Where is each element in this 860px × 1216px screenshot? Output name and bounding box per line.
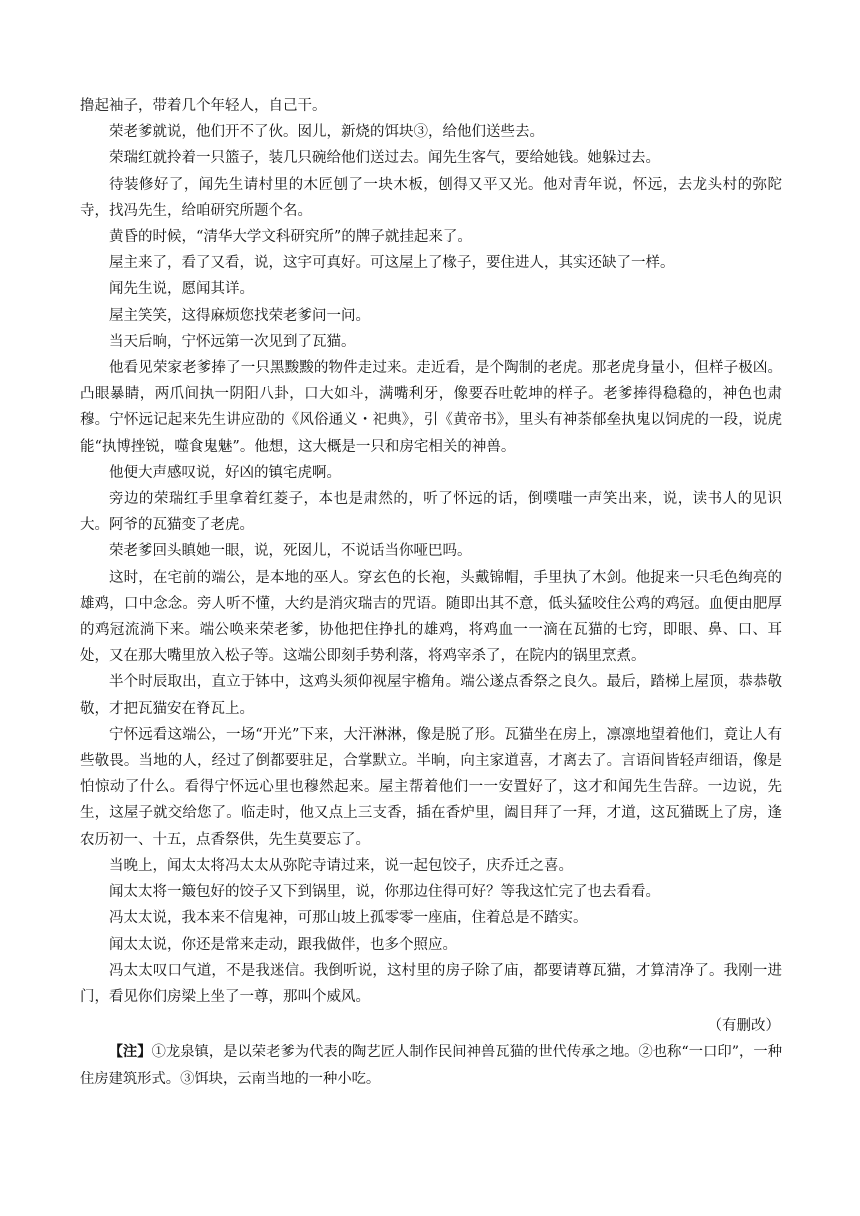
footnote-tag: 【注】 <box>108 1044 152 1061</box>
article-body <box>80 93 782 1092</box>
paragraph: 屋主来了，看了又看，说，这宇可真好。可这屋上了椽子，要住进人，其实还缺了一样。 <box>109 255 675 272</box>
paragraph: 冯太太叹口气道，不是我迷信。我倒听说，这村里的房子除了庙，都要请尊瓦猫，才算清净了。我刚一进门，看见你们房梁上坐了一尊，那叫个威风。 <box>80 962 782 1005</box>
paragraph: 荣老爹就说，他们开不了伙。囡儿，新烧的饵块③，给他们送些去。 <box>109 124 544 141</box>
paragraph: 当晚上，闻太太将冯太太从弥陀寺请过来，说一起包饺子，庆乔迁之喜。 <box>109 857 573 874</box>
footnote <box>80 1039 782 1091</box>
paragraph: 他便大声感叹说，好凶的镇宅虎啊。 <box>109 464 341 481</box>
paragraph: 半个时辰取出，直立于钵中，这鸡头须仰视屋宇檐角。端公遂点香祭之良久。最后，踏梯上屋顶，恭恭敬敬，才把瓦猫安在脊瓦上。 <box>80 674 782 717</box>
paragraph: 屋主笑笑，这得麻烦您找荣老爹问一问。 <box>109 307 370 324</box>
paragraph: 他看见荣家老爹捧了一只黑黢黢的物件走过来。走近看，是个陶制的老虎。那老虎身量小，但样子极凶。凸眼暴睛，两爪间执一阴阳八卦，口大如斗，满嘴利牙，像要吞吐乾坤的样子。老爹捧得稳稳的，神色也肃穆。宁怀远记起来先生讲应劭的《风俗通义・祀典》，引《黄帝书》，里头有神荼郁垒执鬼以饲虎的一段，说虎能“执博挫锐，噬食鬼魅”。他想，这大概是一只和房宅相关的神兽。 <box>80 360 782 455</box>
attribution: （有删改） <box>707 1018 780 1035</box>
paragraph: 闻太太将一簸包好的饺子又下到锅里，说，你那边住得可好？等我这忙完了也去看看。 <box>109 884 660 901</box>
paragraph: 宁怀远看这端公，一场“开光”下来，大汗淋淋，像是脱了形。瓦猫坐在房上，凛凛地望着他们，竟让人有些敬畏。当地的人，经过了倒都要驻足，合掌默立。半晌，向主家道喜，才离去了。言语间皆轻声细语，像是怕惊动了什么。看得宁怀远心里也穆然起来。屋主帮着他们一一安置好了，这才和闻先生告辞。一边说，先生，这屋子就交给您了。临走时，他又点上三支香，插在香炉里，阖目拜了一拜，才道，这瓦猫既上了房，逢农历初一、十五，点香祭供，先生莫要忘了。 <box>80 726 782 848</box>
paragraph: 闻太太说，你还是常来走动，跟我做伴，也多个照应。 <box>109 936 457 953</box>
paragraph: 当天后晌，宁怀远第一次见到了瓦猫。 <box>109 333 356 350</box>
paragraph: 冯太太说，我本来不信鬼神，可那山坡上孤零零一座庙，住着总是不踏实。 <box>109 910 588 927</box>
paragraph: 待装修好了，闻先生请村里的木匠刨了一块木板，刨得又平又光。他对青年说，怀远，去龙头村的弥陀寺，找冯先生，给咱研究所题个名。 <box>80 176 782 219</box>
paragraph: 闻先生说，愿闻其详。 <box>109 281 254 298</box>
footnote-text: ①龙泉镇，是以荣老爹为代表的陶艺匠人制作民间神兽瓦猫的世代传承之地。②也称“一口印”，一种住房建筑形式。③饵块，云南当地的一种小吃。 <box>80 1044 782 1087</box>
paragraph: 撸起袖子，带着几个年轻人，自己干。 <box>80 98 327 114</box>
paragraph: 黄昏的时候，“清华大学文科研究所”的牌子就挂起来了。 <box>109 229 472 246</box>
paragraph: 荣瑞红就拎着一只篮子，装几只碗给他们送过去。闻先生客气，要给她钱。她躲过去。 <box>109 150 660 167</box>
paragraph: 荣老爹回头瞋她一眼，说，死囡儿，不说话当你哑巴吗。 <box>109 543 472 560</box>
paragraph: 这时，在宅前的端公，是本地的巫人。穿玄色的长袍，头戴锦帽，手里执了木剑。他捉来一只毛色绚亮的雄鸡，口中念念。旁人听不懂，大约是消灾瑞吉的咒语。随即出其不意，低头猛咬住公鸡的鸡冠。血便由肥厚的鸡冠流淌下来。端公唤来荣老爹，协他把住挣扎的雄鸡，将鸡血一一滴在瓦猫的七窍，即眼、鼻、口、耳处，又在那大嘴里放入松子等。这端公即刻手势利落，将鸡宰杀了，在院内的锅里烹煮。 <box>80 569 782 665</box>
paragraph: 旁边的荣瑞红手里拿着红菱子，本也是肃然的，听了怀远的话，倒噗嗤一声笑出来，说，读书人的见识大。阿爷的瓦猫变了老虎。 <box>80 491 782 534</box>
